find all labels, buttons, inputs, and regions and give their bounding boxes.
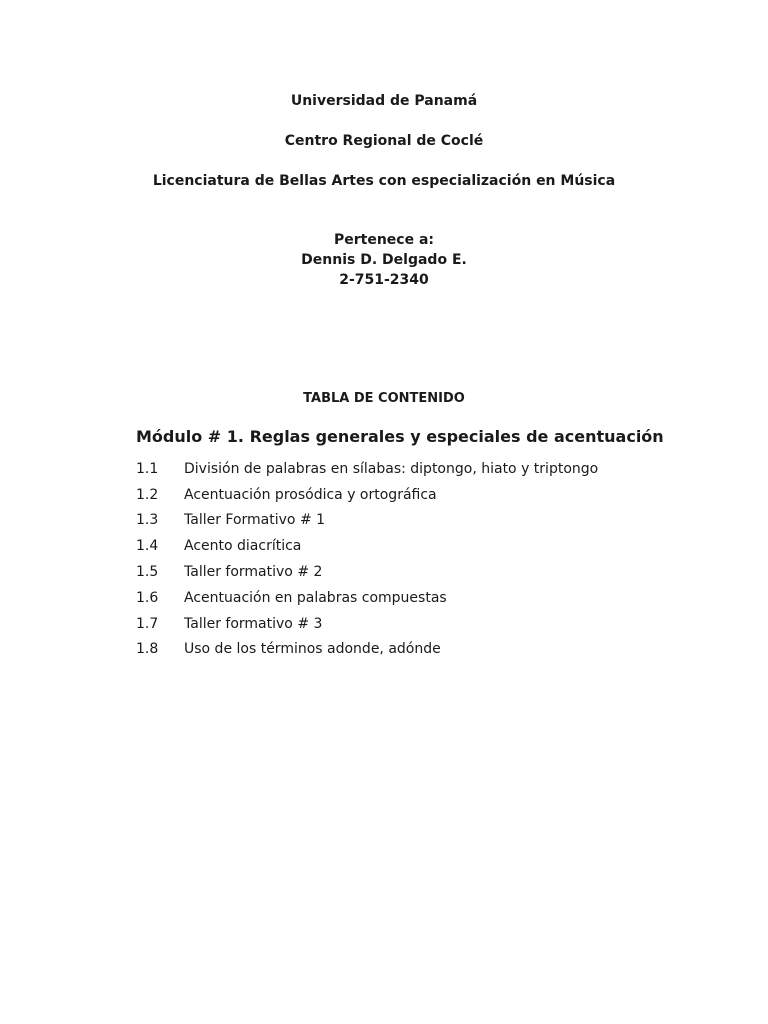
owner-label: Pertenece a: [333,232,435,248]
toc-item [136,637,598,663]
regional-center: Centro Regional de Coclé [284,133,484,149]
toc-item-text: Acentuación en palabras compuestas [184,589,447,606]
toc-item [136,533,598,559]
toc-item-text: Taller formativo # 3 [184,615,323,632]
owner-name: Dennis D. Delgado E. [301,252,467,268]
toc-item-text: División de palabras en sílabas: diptongo, hiato y triptongo [184,460,599,477]
toc-item-number: 1.3 [136,512,159,529]
toc-item-number: 1.7 [136,615,159,632]
toc-list [136,456,598,662]
toc-item-number: 1.2 [136,486,159,503]
toc-item-number: 1.6 [136,589,159,606]
module-title: Módulo # 1. Reglas generales y especiales de acentuación [136,427,664,446]
toc-item-number: 1.8 [136,641,159,658]
toc-heading: TABLA DE CONTENIDO [303,391,465,406]
toc-item [136,585,598,611]
toc-item [136,559,598,585]
toc-item [136,611,598,637]
toc-item-text: Taller Formativo # 1 [184,512,326,529]
owner-id: 2-751-2340 [339,272,429,288]
toc-item-text: Uso de los términos adonde, adónde [184,641,441,658]
toc-item-number: 1.1 [136,460,159,477]
toc-item-text: Taller formativo # 2 [184,564,323,581]
university-name: Universidad de Panamá [290,93,478,109]
degree-title: Licenciatura de Bellas Artes con especialización en Música [152,173,616,189]
toc-item-text: Acento diacrítica [184,538,302,555]
toc-item [136,482,598,508]
toc-item-number: 1.5 [136,564,159,581]
toc-item-number: 1.4 [136,538,159,555]
toc-item-text: Acentuación prosódica y ortográfica [184,486,437,503]
toc-item [136,456,598,482]
toc-item [136,508,598,534]
